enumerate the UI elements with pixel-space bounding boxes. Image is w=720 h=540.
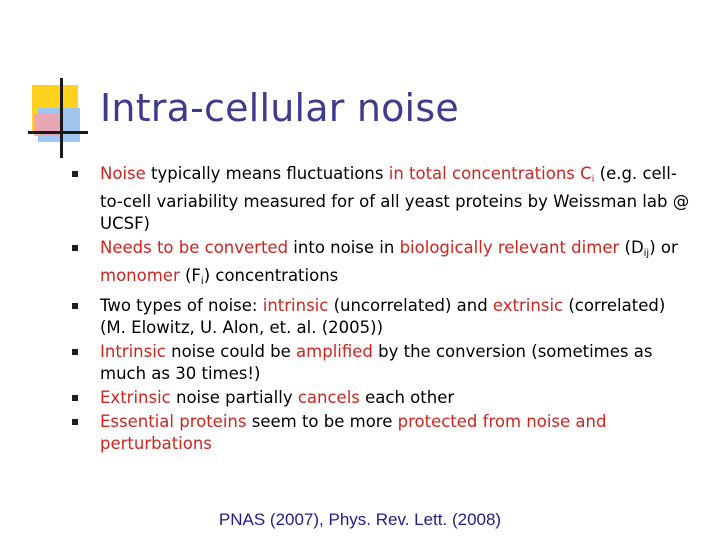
- bullet-text: typically means fluctuations: [145, 164, 389, 183]
- bullet-item: [72, 163, 692, 235]
- bullet-text: Essential proteins: [100, 412, 247, 431]
- bullet-text: Intrinsic: [100, 342, 166, 361]
- bullet-item: [72, 295, 692, 339]
- bullet-square-icon: [72, 171, 78, 177]
- slide-title: Intra-cellular noise: [100, 86, 459, 130]
- bullet-list: [72, 163, 692, 457]
- bullet-square-icon: [72, 419, 78, 425]
- bullet-square-icon: [72, 349, 78, 355]
- bullet-text: cancels: [297, 388, 360, 407]
- decor-vertical-line: [60, 78, 63, 158]
- bullet-item: [72, 411, 692, 455]
- bullet-text: Needs to be converted: [100, 238, 289, 257]
- bullet-square-icon: [72, 245, 78, 251]
- bullet-text: (F: [179, 266, 201, 285]
- bullet-text: extrinsic: [492, 296, 564, 315]
- bullet-text: amplified: [296, 342, 373, 361]
- bullet-text: seem to be more: [246, 412, 398, 431]
- bullet-text: biologically relevant dimer: [399, 238, 620, 257]
- bullet-square-icon: [72, 303, 78, 309]
- bullet-square-icon: [72, 395, 78, 401]
- bullet-text: (D: [619, 238, 644, 257]
- bullet-text: (uncorrelated) and: [328, 296, 493, 315]
- bullet-item: [72, 237, 692, 293]
- bullet-text: protected from noise and perturbations: [100, 412, 607, 453]
- bullet-text: ) concentrations: [203, 266, 339, 285]
- bullet-text: in total concentrations C: [388, 164, 592, 183]
- bullet-text: noise could be: [165, 342, 297, 361]
- bullet-text: by the conversion (sometimes as much as 30 times!): [100, 342, 653, 383]
- citation: PNAS (2007), Phys. Rev. Lett. (2008): [218, 510, 502, 529]
- bullet-text: Two types of noise:: [100, 296, 263, 315]
- bullet-text: Noise: [100, 164, 146, 183]
- bullet-item: [72, 341, 692, 385]
- bullet-subscript: i: [200, 276, 204, 287]
- bullet-text: intrinsic: [262, 296, 329, 315]
- bullet-subscript: i: [591, 174, 595, 185]
- bullet-subscript: ij: [643, 248, 650, 259]
- decor-horizontal-line: [28, 131, 88, 134]
- bullet-text: ) or: [649, 238, 678, 257]
- bullet-item: [72, 387, 692, 409]
- bullet-text: each other: [359, 388, 455, 407]
- bullet-text: (e.g. cell-to-cell variability measured for of all yeast proteins by Weissman lab @ UCSF): [100, 164, 690, 233]
- bullet-text: into noise in: [288, 238, 400, 257]
- bullet-text: Extrinsic: [100, 388, 171, 407]
- bullet-text: (correlated) (M. Elowitz, U. Alon, et. al. (2005)): [100, 296, 666, 337]
- bullet-text: monomer: [100, 266, 180, 285]
- bullet-text: noise partially: [170, 388, 298, 407]
